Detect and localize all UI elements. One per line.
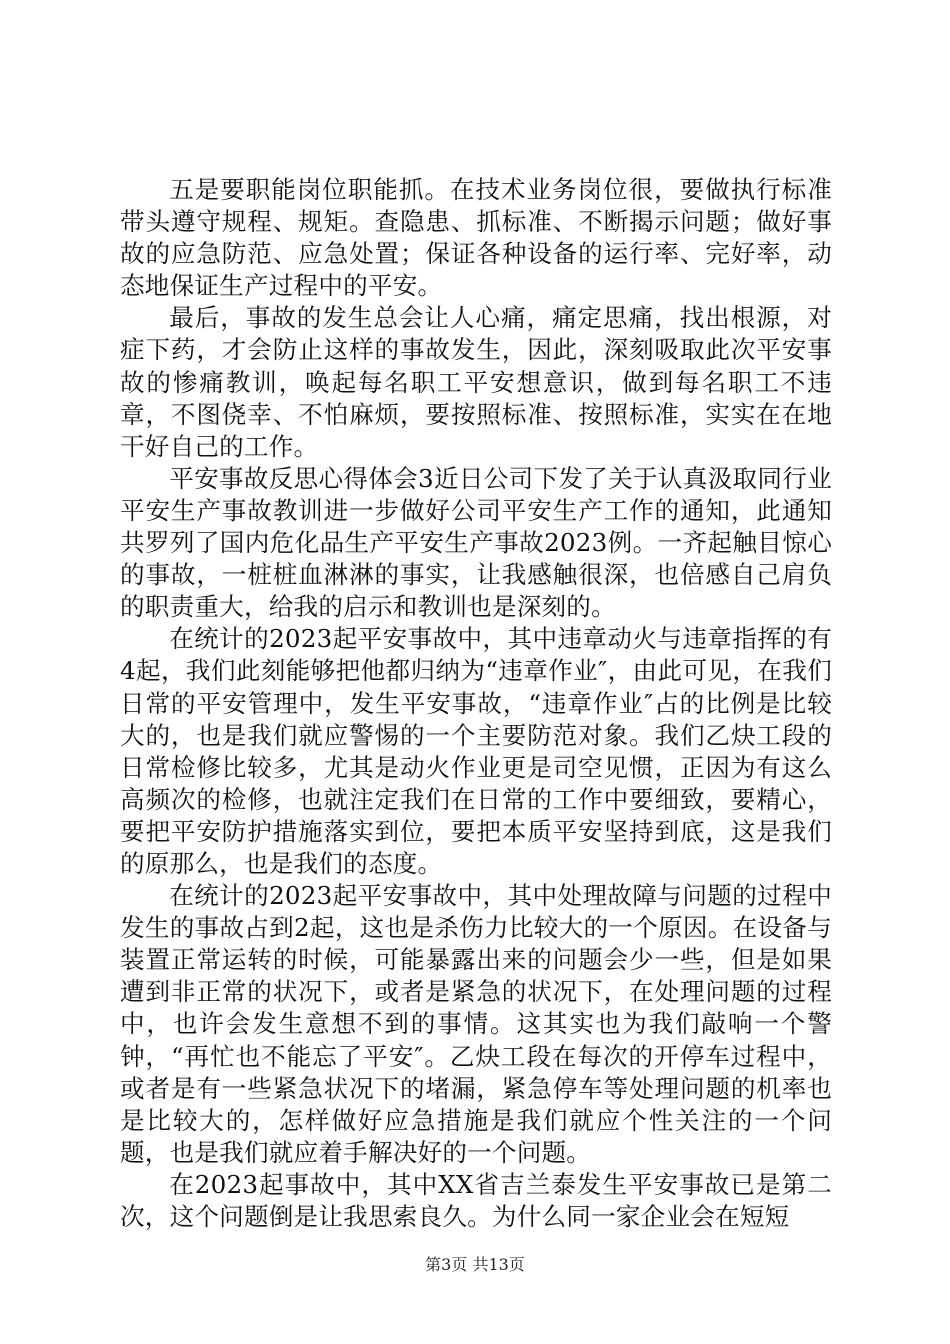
page-number-footer: 第3页 共13页 — [425, 1255, 525, 1274]
paragraph-2: 最后，事故的发生总会让人心痛，痛定思痛，找出根源，对症下药，才会防止这样的事故发生，因此，深刻吸取此次平安事故的惨痛教训，唤起每名职工平安想意识，做到每名职工不违章，不图侥幸、不怕麻烦，要按照标准、按照标准，实实在在地干好自己的工作。 — [120, 303, 832, 461]
paragraph-6: 在2023起事故中，其中XX省吉兰泰发生平安事故已是第二次，这个问题倒是让我思索良久。为什么同一家企业会在短短 — [120, 1169, 832, 1231]
paragraph-3: 平安事故反思心得体会3近日公司下发了关于认真汲取同行业平安生产事故教训进一步做好公司平安生产工作的通知，此通知共罗列了国内危化品生产平安生产事故2023例。一齐起触目惊心的事故，一桩桩血淋淋的事实，让我感触很深，也倍感自己肩负的职责重大，给我的启示和教训也是深刻的。 — [120, 463, 832, 622]
paragraph-5: 在统计的2023起平安事故中，其中处理故障与问题的过程中发生的事故占到2起，这也是杀伤力比较大的一个原因。在设备与装置正常运转的时候，可能暴露出来的问题会少一些，但是如果遭到非正常的状况下，或者是紧急的状况下，在处理问题的过程中，也许会发生意想不到的事情。这其实也为我们敲响一个警钟，“再忙也不能忘了平安″。乙炔工段在每次的开停车过程中，或者是有一些紧急状况下的堵漏，紧急停车等处理问题的机率也是比较大的，怎样做好应急措施是我们就应个性关注的一个问题，也是我们就应着手解决好的一个问题。 — [120, 881, 832, 1167]
paragraph-1: 五是要职能岗位职能抓。在技术业务岗位很，要做执行标准带头遵守规程、规矩。查隐患、抓标准、不断揭示问题；做好事故的应急防范、应急处置；保证各种设备的运行率、完好率，动态地保证生产过程中的平安。 — [120, 175, 832, 301]
paragraph-4: 在统计的2023起平安事故中，其中违章动火与违章指挥的有4起，我们此刻能够把他都归纳为“违章作业″，由此可见，在我们日常的平安管理中，发生平安事故，“违章作业″占的比例是比较大的，也是我们就应警惕的一个主要防范对象。我们乙炔工段的日常检修比较多，尤其是动火作业更是司空见惯，正因为有这么高频次的检修，也就注定我们在日常的工作中要细致，要精心，要把平安防护措施落实到位，要把本质平安坚持到底，这是我们的原那么，也是我们的态度。 — [120, 624, 832, 878]
document-body — [120, 174, 832, 1233]
